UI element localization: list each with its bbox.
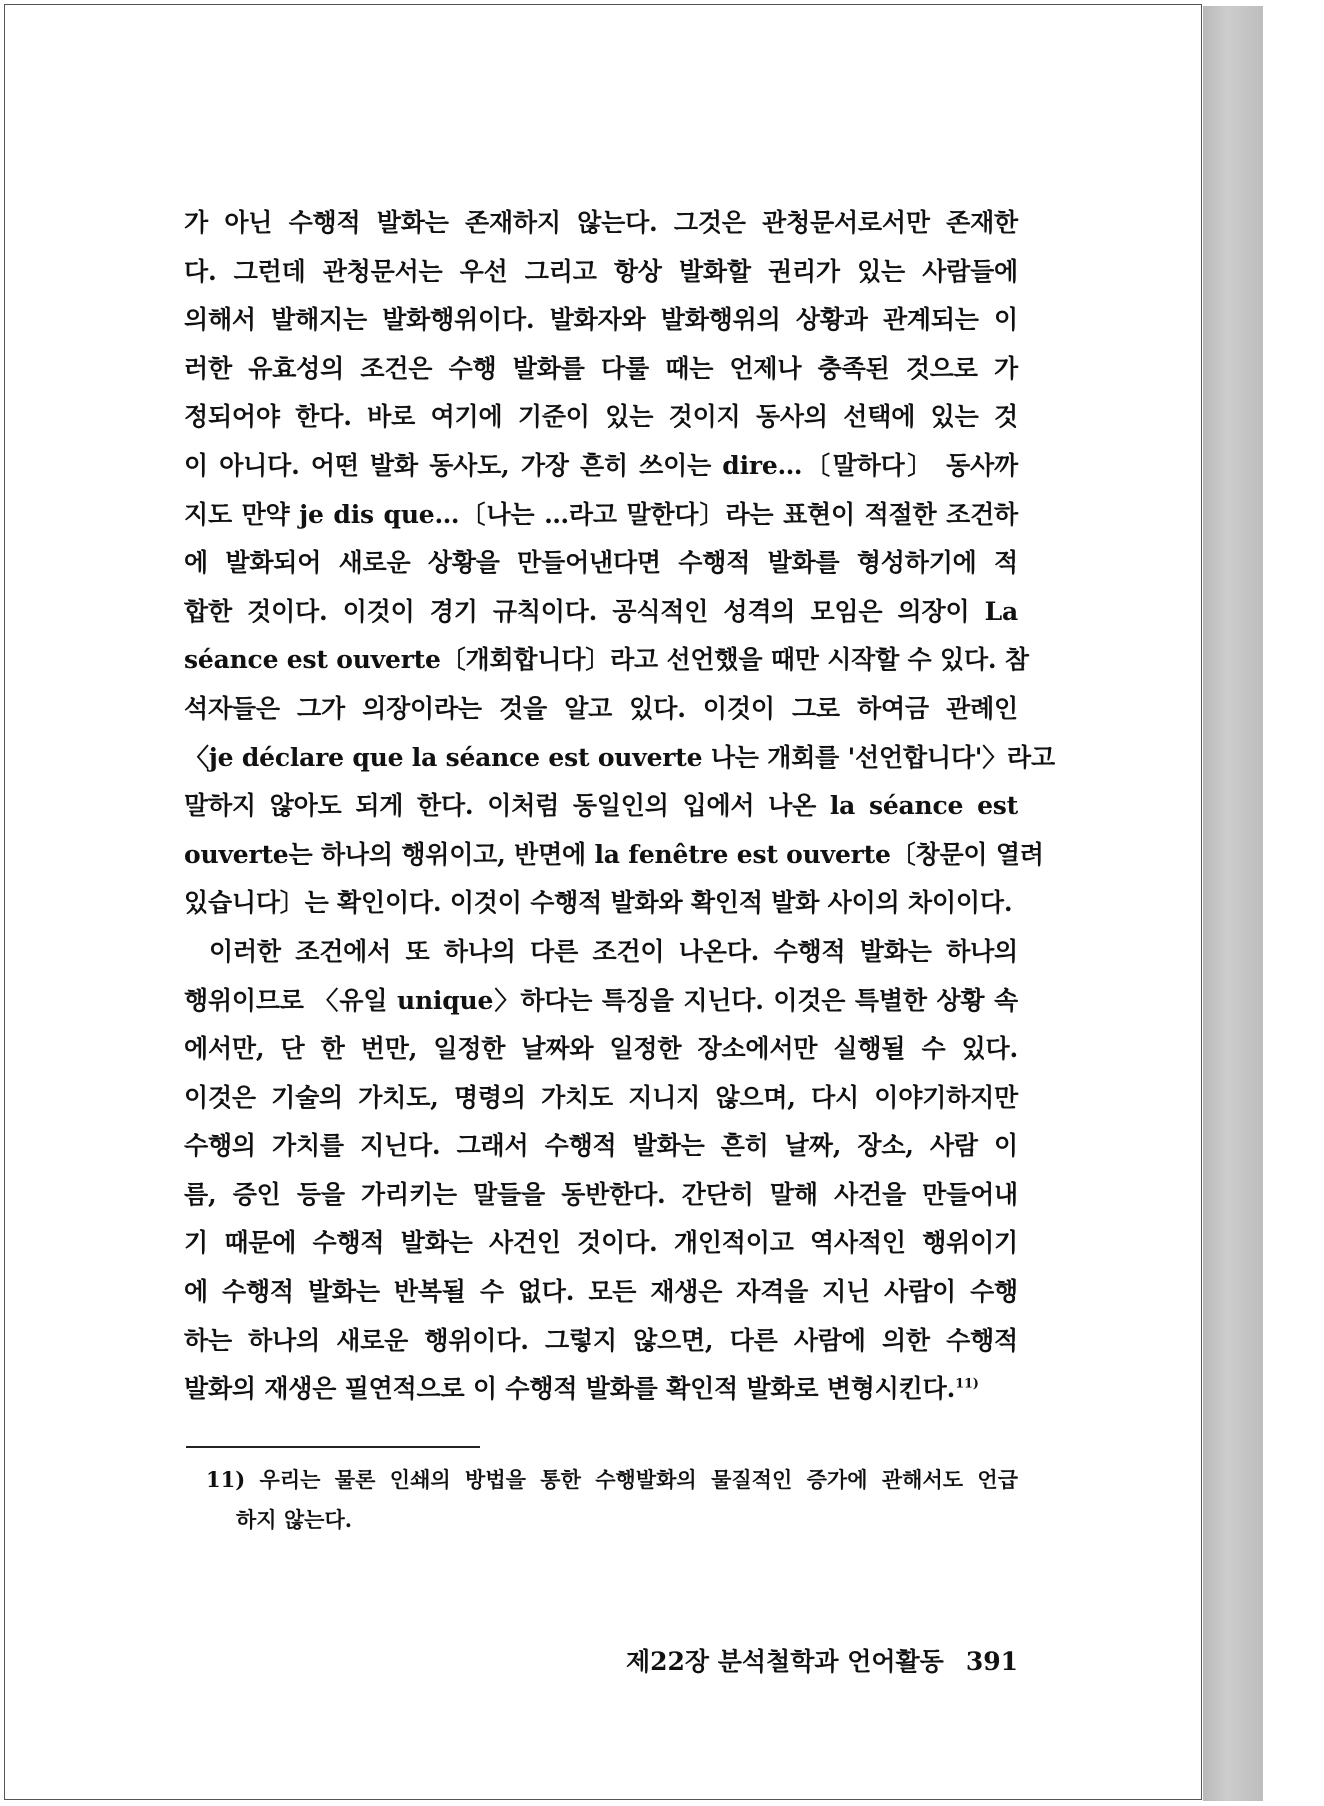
body-line: 에 수행적 발화는 반복될 수 없다. 모든 재생은 자격을 지닌 사람이 수행 (184, 1277, 1018, 1307)
body-line: 이 아니다. 어떤 발화 동사도, 가장 흔히 쓰이는 dire…〔말하다〕 동사까 (184, 450, 1018, 480)
body-line: séance est ouverte〔개회합니다〕라고 선언했을 때만 시작할 수 있다. 참 (184, 645, 1029, 675)
footnote-line-continued: 하지 않는다. (236, 1507, 353, 1532)
body-line: 름, 증인 등을 가리키는 말들을 동반한다. 간단히 말해 사건을 만들어내 (184, 1179, 1018, 1209)
book-page-edge (1203, 6, 1263, 1801)
body-line-paragraph-end (184, 1365, 1018, 1414)
body-line: 석자들은 그가 의장이라는 것을 알고 있다. 이것이 그로 하여금 관례인 (184, 693, 1018, 723)
body-line: 하는 하나의 새로운 행위이다. 그렇지 않으면, 다른 사람에 의한 수행적 (184, 1325, 1018, 1355)
footnote-line: 11) 우리는 물론 인쇄의 방법을 통한 수행발화의 물질적인 증가에 관해서도 언급 (206, 1467, 1018, 1492)
body-line-paragraph-end: 있습니다〕는 확인이다. 이것이 수행적 발화와 확인적 발화 사이의 차이이다. (184, 888, 1013, 918)
body-line: 행위이므로 〈유일 unique〉하다는 특징을 지닌다. 이것은 특별한 상황 속 (184, 985, 1018, 1015)
running-footer (620, 1642, 1018, 1678)
body-line: 이것은 기술의 가치도, 명령의 가치도 지니지 않으며, 다시 이야기하지만 (184, 1082, 1018, 1112)
body-line: 합한 것이다. 이것이 경기 규칙이다. 공식적인 성격의 모임은 의장이 La (184, 596, 1018, 626)
footnote (206, 1460, 1018, 1540)
body-line: 정되어야 한다. 바로 여기에 기준이 있는 것이지 동사의 선택에 있는 것 (184, 402, 1018, 432)
body-line: 말하지 않아도 되게 한다. 이처럼 동일인의 입에서 나온 la séance est (184, 791, 1018, 821)
body-line: 러한 유효성의 조건은 수행 발화를 다룰 때는 언제나 충족된 것으로 가 (184, 353, 1018, 383)
body-line-paragraph-start: 이러한 조건에서 또 하나의 다른 조건이 나온다. 수행적 발화는 하나의 (209, 936, 1018, 966)
body-line: 〈je déclare que la séance est ouverte 나는 개회를 '선언합니다'〉라고 (184, 742, 1055, 772)
body-line: 기 때문에 수행적 발화는 사건인 것이다. 개인적이고 역사적인 행위이기 (184, 1228, 1018, 1258)
page-number: 391 (965, 1647, 1018, 1676)
footnote-divider (186, 1446, 480, 1448)
body-text (184, 199, 1055, 1414)
body-line: ouverte는 하나의 행위이고, 반면에 la fenêtre est ouverte〔창문이 열려 (184, 839, 1044, 869)
body-line: 의해서 발해지는 발화행위이다. 발화자와 발화행위의 상황과 관계되는 이 (184, 305, 1018, 335)
chapter-title: 제22장 분석철학과 언어활동 (625, 1647, 944, 1676)
body-line: 수행의 가치를 지닌다. 그래서 수행적 발화는 흔히 날짜, 장소, 사람 이 (184, 1131, 1018, 1161)
body-line: 에 발화되어 새로운 상황을 만들어낸다면 수행적 발화를 형성하기에 적 (184, 548, 1018, 578)
body-line: 가 아닌 수행적 발화는 존재하지 않는다. 그것은 관청문서로서만 존재한 (184, 208, 1018, 237)
body-line: 에서만, 단 한 번만, 일정한 날짜와 일정한 장소에서만 실행될 수 있다. (184, 1034, 1018, 1064)
body-line: 지도 만약 je dis que…〔나는 …라고 말한다〕라는 표현이 적절한 조건하 (184, 499, 1018, 529)
body-last-line-text: 발화의 재생은 필연적으로 이 수행적 발화를 확인적 발화로 변형시킨다. (184, 1374, 956, 1404)
footnote-reference[interactable]: 11) (955, 1376, 979, 1392)
body-line: 다. 그런데 관청문서는 우선 그리고 항상 발화할 권리가 있는 사람들에 (184, 256, 1018, 286)
